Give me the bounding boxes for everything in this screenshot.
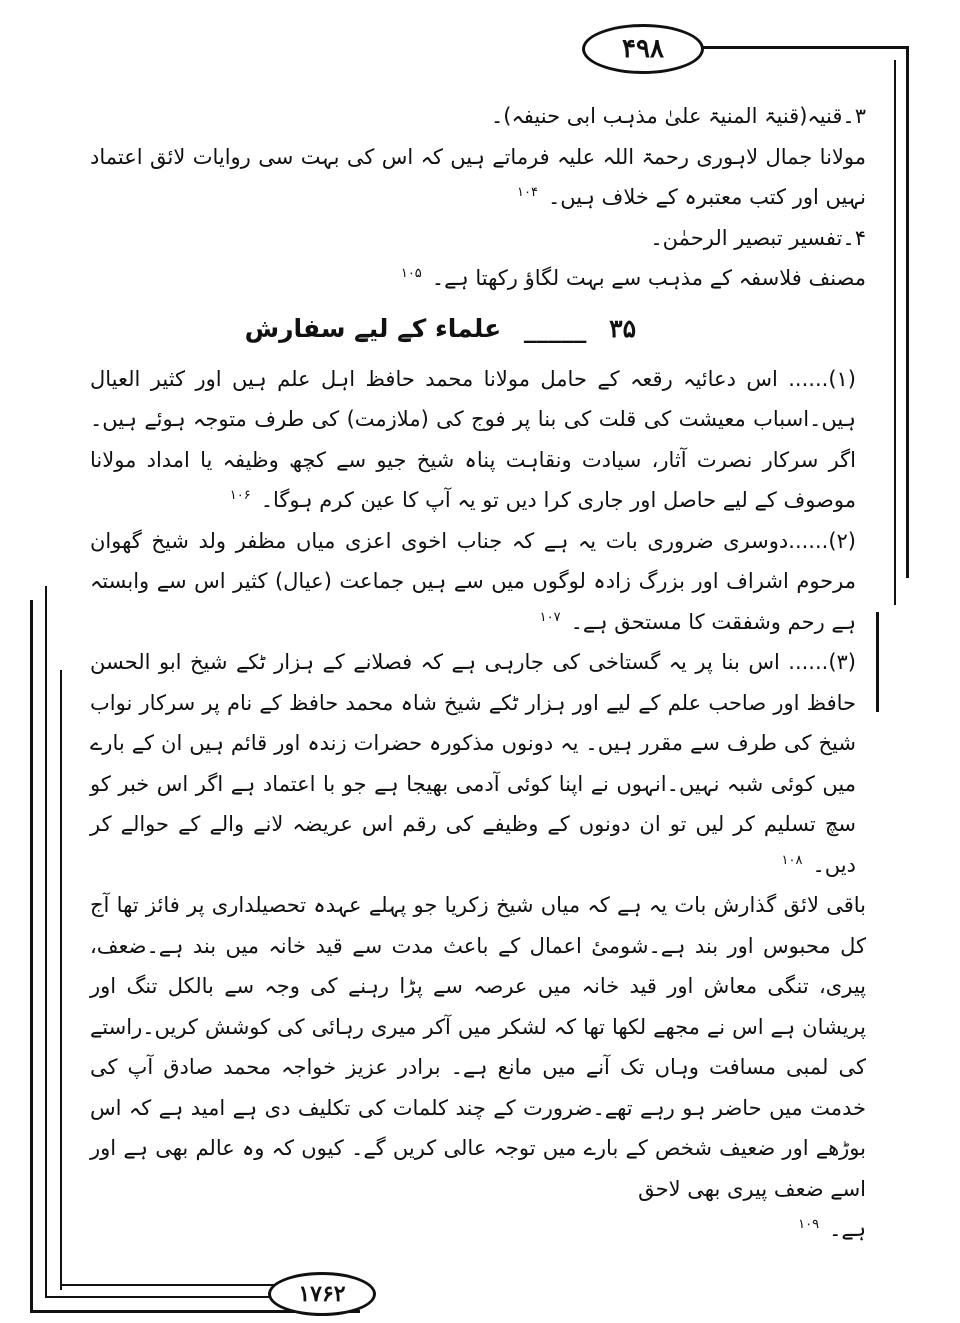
paragraph-1: (۱)...... اس دعائیہ رقعہ کے حامل مولانا محمد حافظ اہل علم ہیں اور کثیر العیال ہیں۔اسباب معیشت کی قلت کی بنا پر فوج کی (ملازمت) کی طرف متوجہ ہوئے ہیں۔اگر سرکار نصرت آثار، سیادت ونقاہت پناہ شیخ جیو سے کچھ وظیفہ یا امداد مولانا موصوف کے لیے حاصل اور جاری کرا دیں تو یہ آپ کا عین کرم ہوگا۔$^{۱۰۶}$	[90, 366, 856, 512]
footnote-104: ۱۰۴	[516, 185, 538, 200]
item3-title: ۳۔قنیہ(قنیۃ المنیۃ علیٰ مذہب ابی حنیفہ)۔	[491, 104, 866, 128]
item4-text: مصنف فلاسفہ کے مذہب سے بہت لگاؤ رکھتا ہے۔$^{۱۰۵}$	[400, 266, 866, 290]
frame-left-innermost	[60, 670, 62, 1290]
footnote-105: ۱۰۵	[400, 266, 422, 281]
paragraph-4: باقی لائق گذارش بات یہ ہے کہ میاں شیخ زکریا جو پہلے عہدہ تحصیلداری پر فائز تھا آج کل محبوس اور بند ہے۔شومیٔ اعمال کے باعث مدت سے قید خانہ میں بند ہے۔ضعف، پیری، تنگی معاش اور قید خانہ میں عرصہ سے پڑا رہنے کی وجہ سے بالکل تنگ اور پریشان ہے اس نے مجھے لکھا تھا کہ لشکر میں آکر میری رہائی کی کوشش کریں۔راستے کی لمبی مسافت وہاں تک آنے میں مانع ہے۔ برادر عزیز خواجہ محمد صادق آپ کی خدمت میں حاضر ہو رہے تھے۔ضرورت کے چند کلمات کی تکلیف دی ہے امید ہے کہ اس بوڑھے اور ضعیف شخص کے بارے میں توجہ عالی کریں گے۔ کیوں کہ وہ عالم بھی ہے اور اسے ضعف پیری بھی لاحق	[90, 893, 866, 1201]
frame-top-line	[690, 46, 909, 49]
footnote-108: ۱۰۸	[781, 852, 803, 868]
section-number: ۳۵	[609, 313, 636, 343]
paragraph-4-end: ہے۔$^{۱۰۹}$	[798, 1217, 866, 1241]
item3-text: مولانا جمال لاہوری رحمۃ اللہ علیہ فرماتے ہیں کہ اس کی بہت سی روایات لائق اعتماد نہیں اور کتب معتبرہ کے خلاف ہیں۔$^{۱۰۴}$	[90, 144, 866, 209]
paragraph-2: (۲)......دوسری ضروری بات یہ ہے کہ جناب اخوی اعزی میاں مظفر ولد شیخ گھوان مرحوم اشراف اور بزرگ زادہ لوگوں میں سے ہیں جماعت (عیال) کثیر اس سے وابستہ ہے رحم وشفقت کا مستحق ہے۔$^{۱۰۷}$	[90, 528, 856, 634]
frame-left-inner	[45, 586, 47, 1298]
header-page-number: ۴۹۸	[582, 24, 704, 74]
frame-bottom-innermost	[60, 1284, 275, 1286]
frame-bottom-inner	[45, 1296, 275, 1298]
frame-right-inner	[894, 60, 896, 605]
section-title: علماء کے لیے سفارش	[244, 313, 502, 343]
footnote-106: ۱۰۶	[229, 488, 251, 503]
footnote-109: ۱۰۹	[798, 1217, 820, 1232]
frame-right-outer	[906, 46, 909, 578]
section-dash: _____	[523, 313, 587, 343]
footnote-107: ۱۰۷	[539, 609, 561, 625]
frame-mid-right-line	[876, 612, 879, 712]
page-body	[90, 96, 866, 1250]
section-heading	[90, 299, 866, 359]
paragraph-3: (۳)...... اس بنا پر یہ گستاخی کی جارہی ہے کہ فصلانے کے ہزار ٹکے شیخ ابو الحسن حافظ اور صاحب علم کے لیے اور ہزار ٹکے شیخ شاہ محمد حافظ کے نام پر سرکار نواب شیخ کی طرف سے مقرر ہیں۔ یہ دونوں مذکورہ حضرات زندہ اور قائم ہیں ان کے بارے میں کوئی شبہ نہیں۔انہوں نے اپنا کوئی آدمی بھیجا ہے جو با اعتماد ہے اگر اس خبر کو سچ تسلیم کر لیں تو ان دونوں کے وظیفے کی رقم اس عریضہ لانے والے کے حوالے کر دیں۔$^{۱۰۸}$	[90, 650, 856, 877]
item4-title: ۴۔تفسیر تبصیر الرحمٰن۔	[650, 225, 866, 250]
footer-page-number: ۱۷۶۲	[268, 1272, 376, 1316]
frame-left-outer	[30, 600, 33, 1313]
